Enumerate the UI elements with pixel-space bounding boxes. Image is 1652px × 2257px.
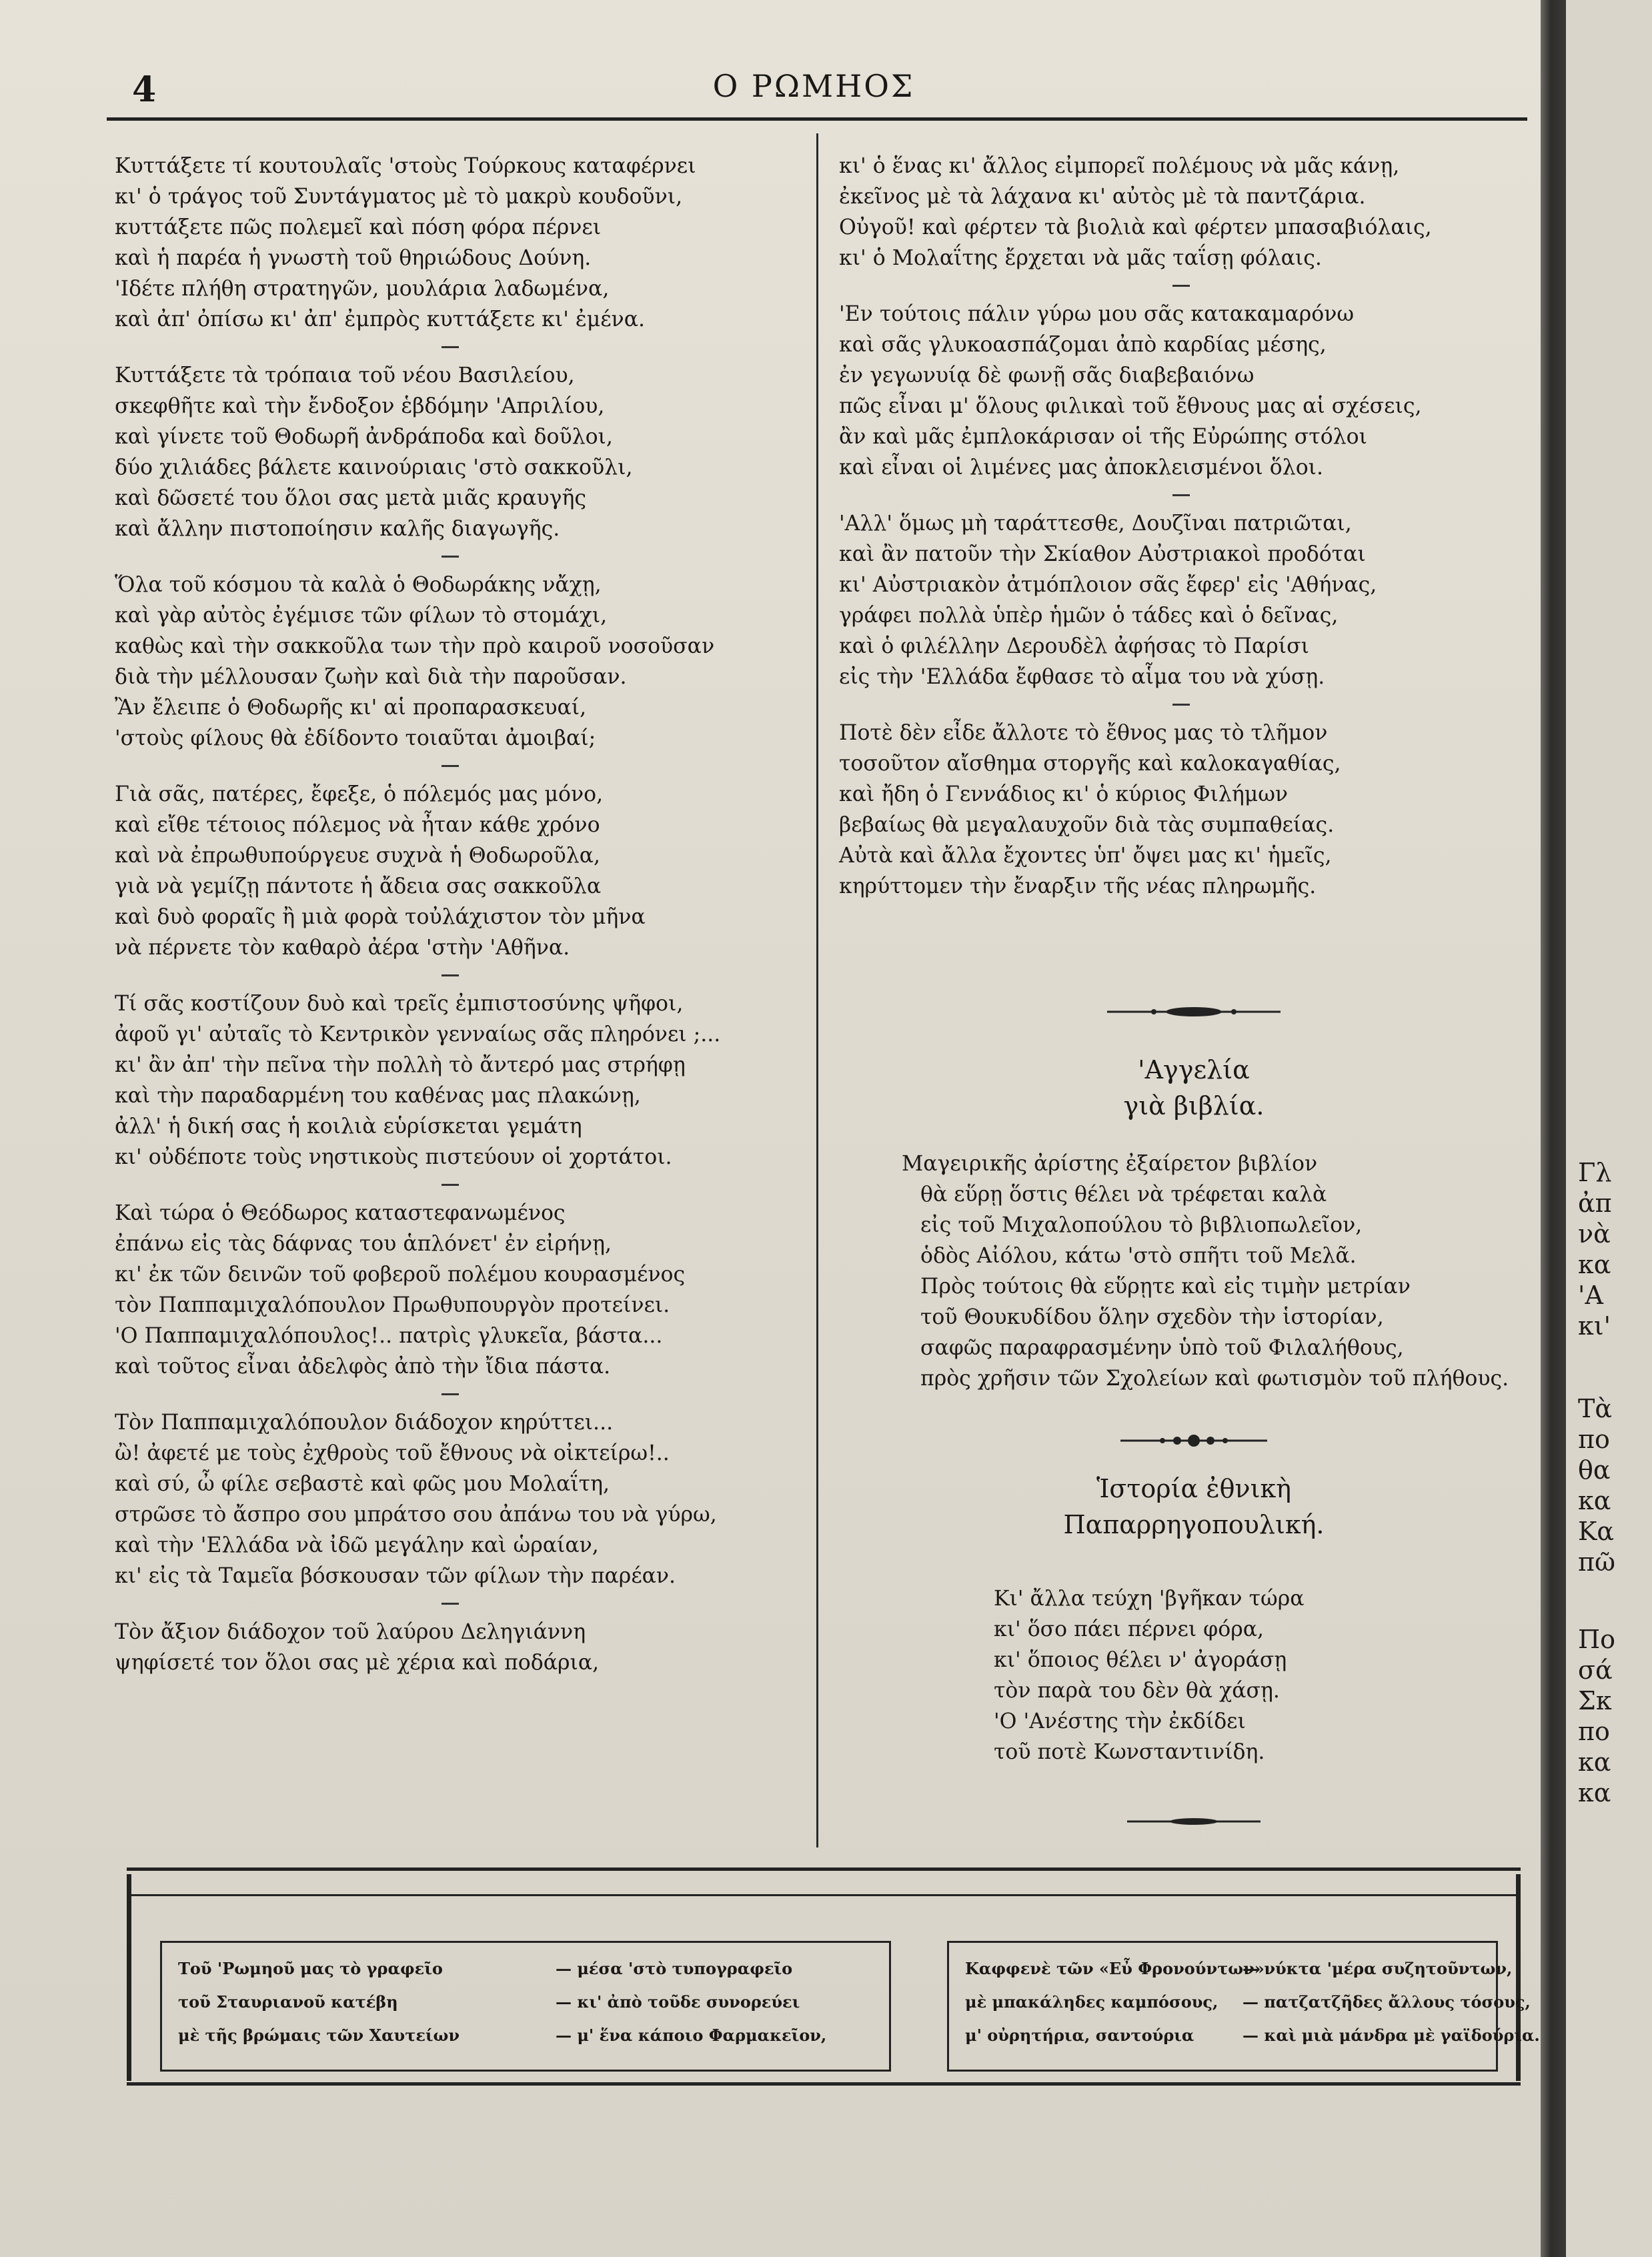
verse-line: κυττάξετε πῶς πολεμεῖ καὶ πόση φόρα πέρνει [115, 215, 602, 239]
adjacent-page-fragment: κα [1578, 1250, 1611, 1279]
adjacent-page-fragment: Σκ [1578, 1686, 1612, 1715]
stanza-separator [442, 346, 459, 348]
footer-text: μ' οὐρητήρια, σαντούρια [965, 2026, 1194, 2045]
ornament-divider [1094, 1002, 1294, 1022]
column-rule [816, 133, 818, 1847]
verse-line: ἂν καὶ μᾶς ἐμπλοκάρισαν οἱ τῆς Εὐρώπης στόλοι [839, 425, 1367, 449]
ad-line: εἰς τοῦ Μιχαλοπούλου τὸ βιβλιοπωλεῖον, [920, 1213, 1363, 1237]
verse-line: Τί σᾶς κοστίζουν δυὸ καὶ τρεῖς ἐμπιστοσύνης ψῆφοι, [115, 992, 684, 1016]
verse-line: καὶ εἶναι οἱ λιμένες μας ἀποκλεισμένοι ὅλοι. [839, 456, 1324, 480]
verse-line: ὢ! ἀφετέ με τοὺς ἐχθροὺς τοῦ ἔθνους νὰ οἰκτείρω!.. [115, 1441, 670, 1465]
ad-line: Μαγειρικῆς ἀρίστης ἐξαίρετον βιβλίον [902, 1152, 1318, 1176]
stanza [839, 151, 1533, 273]
adjacent-page-fragment: ἀπ [1578, 1189, 1612, 1218]
stanza [115, 779, 808, 963]
stanza [839, 508, 1533, 692]
adjacent-page-fragment: πο [1578, 1425, 1610, 1454]
verse-line: εἰς τὴν 'Ελλάδα ἔφθασε τὸ αἷμα του νὰ χύσῃ. [839, 665, 1325, 689]
verse-line: καὶ γὰρ αὐτὸς ἐγέμισε τῶν φίλων τὸ στομάχι, [115, 604, 608, 628]
stanza [115, 1407, 808, 1591]
header-rule [107, 117, 1527, 121]
verse-line: δύο χιλιάδες βάλετε καινούριαις 'στὸ σακκοῦλι, [115, 456, 633, 480]
footer-text: — μ' ἕνα κάποιο Φαρμακεῖον, [556, 2026, 827, 2045]
verse-line: καὶ σᾶς γλυκοασπάζομαι ἀπὸ καρδίας μέσης, [839, 333, 1327, 357]
adjacent-page-fragment: κι' [1578, 1311, 1611, 1341]
verse-line: καὶ εἴθε τέτοιος πόλεμος νὰ ἦταν κάθε χρόνο [115, 813, 600, 837]
ad-history-body [994, 1583, 1305, 1767]
verse-line: ψηφίσετέ τον ὅλοι σας μὲ χέρια καὶ ποδάρια, [115, 1651, 600, 1675]
ad-line: πρὸς χρῆσιν τῶν Σχολείων καὶ φωτισμὸν τοῦ πλήθους. [920, 1367, 1509, 1391]
verse-line: Ὅλα τοῦ κόσμου τὰ καλὰ ὁ Θοδωράκης νἄχῃ, [115, 573, 602, 597]
adjacent-page-fragment: Τὰ [1578, 1394, 1613, 1423]
stanza [839, 718, 1533, 902]
adjacent-page-fragment: πο [1578, 1717, 1610, 1746]
ad-line: κι' ὅσο πάει πέρνει φόρα, [994, 1617, 1265, 1641]
footer-text: — μέσα 'στὸ τυπογραφεῖο [556, 1959, 793, 1978]
stanza [115, 1198, 808, 1382]
verse-line: Αὐτὰ καὶ ἄλλα ἔχοντες ὑπ' ὄψει μας κι' ἡμεῖς, [839, 844, 1332, 868]
verse-line: κι' ἂν ἀπ' τὴν πεῖνα τὴν πολλὴ τὸ ἄντερό μας στρήφῃ [115, 1053, 686, 1077]
footer-text: Καφφενὲ τῶν «Εὖ Φρονούντων» [965, 1959, 1265, 1978]
verse-line: 'Αλλ' ὅμως μὴ ταράττεσθε, Δουζῖναι πατριῶται, [839, 512, 1352, 536]
verse-line: 'στοὺς φίλους θὰ ἐδίδοντο τοιαῦται ἀμοιβαί; [115, 726, 596, 750]
adjacent-page-fragment: πῶ [1578, 1547, 1615, 1577]
verse-line: καὶ δῶσετέ του ὅλοι σας μετὰ μιᾶς κραυγῆς [115, 486, 587, 510]
adjacent-page-fragment: Γλ [1578, 1158, 1612, 1187]
verse-line: καὶ ἀπ' ὀπίσω κι' ἀπ' ἐμπρὸς κυττάξετε κι' ἐμένα. [115, 307, 645, 331]
verse-line: καὶ ὁ φιλέλλην Δερουδὲλ ἀφήσας τὸ Παρίσι [839, 634, 1309, 658]
verse-line: ἀλλ' ἡ δική σας ἡ κοιλιὰ εὑρίσκεται γεμάτη [115, 1114, 582, 1139]
verse-line: Κυττάξετε τὰ τρόπαια τοῦ νέου Βασιλείου, [115, 363, 575, 388]
stanza [115, 151, 808, 335]
stanza-separator [442, 1393, 459, 1395]
verse-line: κι' Αὐστριακὸν ἀτμόπλοιον σᾶς ἔφερ' εἰς 'Αθήνας, [839, 573, 1377, 597]
verse-line: στρῶσε τὸ ἄσπρο σου μπράτσο σου ἀπάνω του νὰ γύρω, [115, 1503, 717, 1527]
ad-line: ὁδὸς Αἰόλου, κάτω 'στὸ σπῆτι τοῦ Μελᾶ. [920, 1244, 1357, 1268]
verse-line: Καὶ τώρα ὁ Θεόδωρος καταστεφανωμένος [115, 1201, 566, 1225]
ad-line: Πρὸς τούτοις θὰ εὕρῃτε καὶ εἰς τιμὴν μετρίαν [920, 1275, 1411, 1299]
verse-line: 'Εν τούτοις πάλιν γύρω μου σᾶς κατακαμαρόνω [839, 302, 1355, 326]
verse-line: ἐκεῖνος μὲ τὰ λάχανα κι' αὐτὸς μὲ τὰ παντζάρια. [839, 185, 1366, 209]
footer-text: Τοῦ 'Ρωμηοῦ μας τὸ γραφεῖο [178, 1959, 443, 1978]
verse-line: καὶ ἄλλην πιστοποίησιν καλῆς διαγωγῆς. [115, 517, 560, 541]
ad-line: τὸν παρὰ του δὲν θὰ χάσῃ. [994, 1679, 1280, 1703]
verse-line: κηρύττομεν τὴν ἔναρξιν τῆς νέας πληρωμῆς. [839, 874, 1317, 898]
verse-line: κι' εἰς τὰ Ταμεῖα βόσκουσαν τῶν φίλων τὴν παρέαν. [115, 1564, 676, 1588]
adjacent-page-fragment: νὰ [1578, 1219, 1611, 1249]
stanza-separator [442, 765, 459, 767]
verse-line: τὸν Παππαμιχαλόπουλον Πρωθυπουργὸν προτείνει. [115, 1293, 670, 1317]
ornament-divider-2 [1094, 1431, 1294, 1451]
ad-line: κι' ὅποιος θέλει ν' ἀγοράσῃ [994, 1648, 1287, 1672]
verse-line: Τὸν Παππαμιχαλόπουλον διάδοχον κηρύττει... [115, 1411, 614, 1435]
footer-text: μὲ τῆς βρώμαις τῶν Χαυτείων [178, 2026, 460, 2045]
ad-line: Κι' ἄλλα τεύχη 'βγῆκαν τώρα [994, 1587, 1305, 1611]
verse-line: πῶς εἶναι μ' ὅλους φιλικαὶ τοῦ ἔθνους μας αἱ σχέσεις, [839, 394, 1422, 418]
verse-line: καὶ ἂν πατοῦν τὴν Σκίαθον Αὐστριακοὶ προδόται [839, 542, 1366, 566]
adjacent-page-fragment: 'Α [1578, 1281, 1603, 1310]
ornament-divider-3 [1094, 1811, 1294, 1831]
footer-right-box [947, 1941, 1540, 2072]
ad-history-title: Ἱστορία ἐθνικὴ [1096, 1474, 1292, 1503]
stanza [115, 988, 808, 1173]
verse-line: καὶ ἤδη ὁ Γεννάδιος κι' ὁ κύριος Φιλήμων [839, 782, 1289, 806]
page-number: 4 [132, 69, 157, 110]
verse-line: Ἂν ἔλειπε ὁ Θοδωρῆς κι' αἱ προπαρασκευαί, [115, 696, 587, 720]
verse-line: διὰ τὴν μέλλουσαν ζωὴν καὶ διὰ τὴν παροῦσαν. [115, 665, 627, 689]
adjacent-page-fragment: σά [1578, 1655, 1613, 1685]
verse-line: κι' ἐκ τῶν δεινῶν τοῦ φοβεροῦ πολέμου κουρασμένος [115, 1263, 686, 1287]
footer-text: — νύκτα 'μέρα συζητοῦντων, [1243, 1959, 1513, 1978]
verse-line: Οὐγοῦ! καὶ φέρτεν τὰ βιολιὰ καὶ φέρτεν μπασαβιόλαις, [839, 215, 1432, 239]
verse-line: 'Ο Παππαμιχαλόπουλος!.. πατρὶς γλυκεῖα, βάστα... [115, 1324, 663, 1348]
ad-line: τοῦ ποτὲ Κωνσταντινίδη. [994, 1740, 1265, 1764]
stanza-separator [442, 974, 459, 976]
footer-text: — πατζατζῆδες ἄλλους τόσους, [1243, 1992, 1531, 2012]
stanza-separator [442, 1603, 459, 1605]
footer-inner-rule [127, 1894, 1521, 1896]
footer-right-bar [1516, 1874, 1521, 2081]
footer-left-bar [127, 1874, 131, 2081]
verse-line: γράφει πολλὰ ὑπὲρ ἡμῶν ὁ τάδες καὶ ὁ δεῖνας, [839, 604, 1339, 628]
adjacent-page-fragment: Πο [1578, 1625, 1616, 1654]
footer-text: τοῦ Σταυριανοῦ κατέβη [178, 1992, 398, 2012]
verse-line: βεβαίως θὰ μεγαλαυχοῦν διὰ τὰς συμπαθείας. [839, 813, 1335, 837]
stanza [839, 299, 1533, 483]
verse-line: καὶ ἡ παρέα ἡ γνωστὴ τοῦ θηριώδους Δούνη. [115, 246, 592, 270]
ad-line: σαφῶς παραφρασμένην ὑπὸ τοῦ Φιλαλήθους, [920, 1336, 1404, 1360]
verse-line: καὶ δυὸ φοραῖς ἢ μιὰ φορὰ τοὐλάχιστον τὸν μῆνα [115, 905, 646, 929]
footer-bottom-rule [127, 2082, 1521, 2086]
verse-line: καὶ τὴν 'Ελλάδα νὰ ἰδῶ μεγάλην καὶ ὡραίαν, [115, 1533, 599, 1557]
verse-line: Τὸν ἄξιον διάδοχον τοῦ λαύρου Δεληγιάννη [115, 1620, 586, 1644]
stanza [115, 570, 808, 754]
adjacent-page-fragment: κα [1578, 1747, 1611, 1777]
verse-line: κι' ὁ Μολαΐτης ἔρχεται νὰ μᾶς ταΐσῃ φόλαις. [839, 246, 1322, 270]
verse-line: ἐν γεγωνυίᾳ δὲ φωνῇ σᾶς διαβεβαιόνω [839, 363, 1255, 388]
verse-line: 'Ιδέτε πλήθη στρατηγῶν, μουλάρια λαδωμένα, [115, 277, 610, 301]
ad-line: τοῦ Θουκυδίδου ὅλην σχεδὸν τὴν ἱστορίαν, [920, 1305, 1384, 1329]
adjacent-page-fragment: κα [1578, 1486, 1611, 1515]
left-column-poem [115, 151, 808, 1678]
adjacent-page-fragment: κα [1578, 1778, 1611, 1807]
adjacent-page-fragment: Κα [1578, 1517, 1615, 1546]
verse-line: τοσοῦτον αἴσθημα στοργῆς καὶ καλοκαγαθίας, [839, 752, 1341, 776]
verse-line: Γιὰ σᾶς, πατέρες, ἔφεξε, ὁ πόλεμός μας μόνο, [115, 782, 604, 806]
stanza [115, 1617, 808, 1678]
adjacent-page-edge [1566, 0, 1652, 2257]
verse-line: κι' ὁ ἕνας κι' ἄλλος εἰμπορεῖ πολέμους νὰ μᾶς κάνῃ, [839, 154, 1400, 178]
footer-left-box [160, 1941, 891, 2072]
verse-line: κι' οὐδέποτε τοὺς νηστικοὺς πιστεύουν οἱ χορτάτοι. [115, 1145, 672, 1169]
footer-text: — κι' ἀπὸ τοῦδε συνορεύει [556, 1992, 800, 2012]
verse-line: καθὼς καὶ τὴν σακκοῦλα των τὴν πρὸ καιροῦ νοσοῦσαν [115, 634, 715, 658]
ad-line: θὰ εὕρῃ ὅστις θέλει νὰ τρέφεται καλὰ [920, 1183, 1327, 1207]
verse-line: Κυττάξετε τί κουτουλαῖς 'στοὺς Τούρκους καταφέρνει [115, 154, 696, 178]
footer-text: — καὶ μιὰ μάνδρα μὲ γαϊδούρια. [1243, 2026, 1540, 2045]
verse-line: γιὰ νὰ γεμίζῃ πάντοτε ἡ ἄδεια σας σακκοῦλα [115, 874, 602, 898]
verse-line: καὶ σύ, ὦ φίλε σεβαστὲ καὶ φῶς μου Μολαΐτη, [115, 1472, 610, 1496]
running-title: Ο ΡΩΜΗΟΣ [712, 68, 915, 104]
verse-line: ἐπάνω εἰς τὰς δάφνας του ἁπλόνετ' ἐν εἰρήνῃ, [115, 1232, 612, 1256]
verse-line: σκεφθῆτε καὶ τὴν ἔνδοξον ἑβδόμην 'Απριλίου, [115, 394, 605, 418]
verse-line: κι' ὁ τράγος τοῦ Συντάγματος μὲ τὸ μακρὺ κουδοῦνι, [115, 185, 683, 209]
verse-line: καὶ τοῦτος εἶναι ἀδελφὸς ἀπὸ τὴν ἴδια πάστα. [115, 1355, 611, 1379]
verse-line: Ποτὲ δὲν εἶδε ἄλλοτε τὸ ἔθνος μας τὸ τλῆμον [839, 721, 1328, 745]
verse-line: ἀφοῦ γι' αὐταῖς τὸ Κεντρικὸν γενναίως σᾶς πληρόνει ;... [115, 1022, 721, 1046]
stanza [115, 360, 808, 544]
verse-line: νὰ πέρνετε τὸν καθαρὸ ἀέρα 'στὴν 'Αθῆνα. [115, 936, 570, 960]
ad-line: 'Ο 'Ανέστης τὴν ἐκδίδει [994, 1709, 1246, 1733]
verse-line: καὶ γίνετε τοῦ Θοδωρῆ ἀνδράποδα καὶ δοῦλοι, [115, 425, 613, 449]
stanza-separator [1172, 285, 1190, 287]
ad-books-subtitle: γιὰ βιβλία. [1123, 1091, 1265, 1120]
verse-line: καὶ νὰ ἐπρωθυπούργευε συχνὰ ἡ Θοδωροῦλα, [115, 844, 601, 868]
binding-spine [1541, 0, 1566, 2257]
stanza-separator [1172, 494, 1190, 496]
footer-text: μὲ μπακάληδες καμπόσους, [965, 1992, 1218, 2012]
stanza-separator [442, 1184, 459, 1186]
ad-books-title: 'Αγγελία [1138, 1055, 1250, 1084]
stanza-separator [442, 556, 459, 558]
right-column-poem [839, 151, 1533, 902]
verse-line: καὶ τὴν παραδαρμένη του καθένας μας πλακώνῃ, [115, 1084, 641, 1108]
ad-history-subtitle: Παπαρρηγοπουλική. [1063, 1510, 1325, 1539]
ad-books-body [902, 1149, 1509, 1394]
footer-frame [127, 1867, 1540, 2088]
footer-top-rule [127, 1867, 1521, 1871]
adjacent-page-fragment: θα [1578, 1455, 1611, 1485]
stanza-separator [1172, 704, 1190, 706]
